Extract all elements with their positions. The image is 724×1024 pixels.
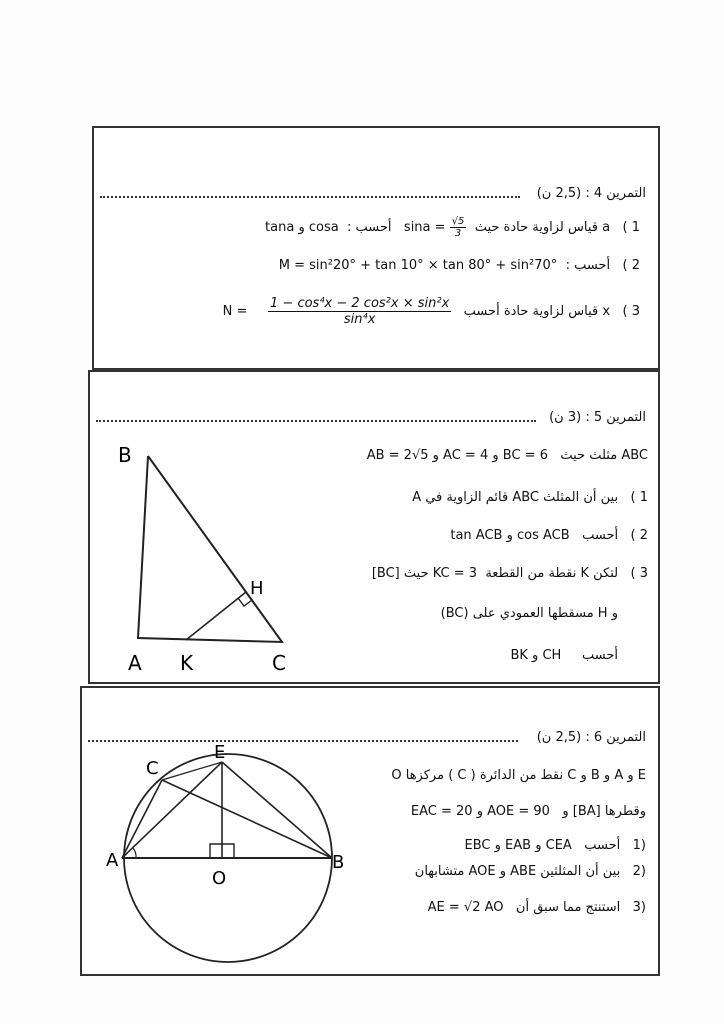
ex5-intro [367, 448, 648, 463]
exercise-4-panel [92, 126, 660, 370]
ex6-q2-text: بين أن المثلثين ABE و AOE متشابهان [414, 864, 621, 879]
ex5-q3b-text: و H مسقطها العمودي على (BC) [440, 606, 618, 621]
angle-arc-a [133, 848, 136, 858]
exercise-5-panel [88, 370, 660, 684]
ex4-line-2 [279, 258, 640, 273]
exercise-6-panel [80, 686, 660, 976]
label-c: C [272, 651, 286, 675]
ex6-q3-text: استنتج مما سبق أن [515, 900, 621, 915]
right-angle-h [238, 598, 252, 606]
ex4-q1-target: tana و cosa [265, 220, 339, 235]
ex5-q2 [450, 528, 648, 543]
ex4-q1-frac-den: 3 [454, 228, 462, 239]
ex4-q3-frac-num: 1 − cos⁴x − 2 cos²x × sin²x [270, 296, 450, 311]
segment-eb [222, 762, 332, 858]
ex5-q3 [372, 566, 648, 581]
ex5-q3-text: لتكن K نقطة من القطعة [485, 566, 619, 581]
title-dots [88, 740, 518, 742]
ex6-q1 [465, 838, 647, 853]
ex5-q3-eq: [BC] حيث KC = 3 [371, 566, 478, 581]
label-b: B [118, 443, 132, 467]
ex5-q1-text: بين أن المثلث ABC قائم الزاوية في A [412, 490, 619, 505]
segment-kh [186, 592, 246, 640]
ex5-intro-text: ABC مثلث حيث [560, 448, 648, 463]
ex4-q1-frac-num: √5 [451, 216, 465, 227]
ex4-line-3 [223, 296, 640, 327]
ex4-q1-number: 1 ) [622, 220, 640, 235]
ex4-q2-eq: M = sin²20° + tan 10° × tan 80° + sin²70° [278, 258, 558, 273]
ex6-q1-number: (1 [632, 838, 646, 853]
ex5-q1-number: 1 ) [630, 490, 648, 505]
ex6-q2-number: (2 [632, 864, 646, 879]
ex4-q1-eq: sina = [403, 220, 446, 235]
ex5-q3c [510, 648, 618, 663]
label-o: O [212, 868, 227, 889]
ex4-line-1 [265, 216, 640, 239]
triangle-abc-figure [108, 442, 298, 682]
ex6-q2 [415, 864, 646, 879]
exercise-6-title: التمرين 6 : (2,5 ن) [536, 730, 646, 745]
ex4-q2-ask: أحسب : [565, 258, 611, 273]
label-a: A [106, 850, 119, 871]
ex4-q3-frac-den: sin⁴x [343, 312, 376, 327]
ex6-intro [391, 768, 646, 783]
triangle-abc [138, 456, 282, 642]
circle-figure [106, 744, 346, 964]
label-e: E [214, 744, 226, 763]
ex5-q3c-eq: BK و CH [510, 648, 562, 663]
ex5-q2-text: أحسب [582, 528, 619, 543]
ex6-q3-eq: AE = √2 AO [427, 900, 504, 915]
label-a: A [128, 651, 142, 675]
exercise-4-title: التمرين 4 : (2,5 ن) [536, 186, 646, 201]
ex5-intro-eq: AB = 2√5 و AC = 4 و BC = 6 [366, 448, 548, 463]
exercise-5-title: التمرين 5 : (3 ن) [549, 410, 646, 425]
ex6-q1-text: أحسب [584, 838, 621, 853]
ex6-intro2-eq: EAC = 20 و AOE = 90 [410, 804, 550, 819]
ex4-q3-number: 3 ) [622, 304, 640, 319]
label-c: C [146, 758, 159, 779]
title-dots [96, 420, 536, 422]
ex4-q3-lhs: N = [222, 304, 248, 319]
ex5-q2-number: 2 ) [630, 528, 648, 543]
ex6-q3-number: (3 [632, 900, 646, 915]
ex5-q2-eq: tan ACB و cos ACB [450, 528, 570, 543]
ex6-intro2 [411, 804, 646, 819]
title-dots [100, 196, 520, 198]
segment-cb [162, 780, 332, 858]
segment-ca [122, 780, 162, 858]
ex4-q3-text: x قياس لزاوية حادة أحسب [463, 304, 611, 319]
ex5-q3c-ask: أحسب [581, 648, 618, 663]
label-k: K [180, 651, 194, 675]
label-h: H [250, 578, 264, 599]
ex6-q1-eq: EBC و EAB و CEA [464, 838, 572, 853]
ex4-q2-number: 2 ) [622, 258, 640, 273]
ex5-q1 [412, 490, 648, 505]
ex5-q3-number: 3 ) [630, 566, 648, 581]
ex4-q1-ask: أحسب : [346, 220, 392, 235]
ex6-intro-text: E و A و B و C نقط من الدائرة ( C ) مركزها O [391, 768, 646, 783]
ex6-q3 [428, 900, 646, 915]
ex5-q3b [441, 606, 618, 621]
ex6-intro2-text: وقطرها [BA] و [562, 804, 646, 819]
label-b: B [332, 852, 345, 873]
ex4-q1-text: a قياس لزاوية حادة حيث [474, 220, 611, 235]
